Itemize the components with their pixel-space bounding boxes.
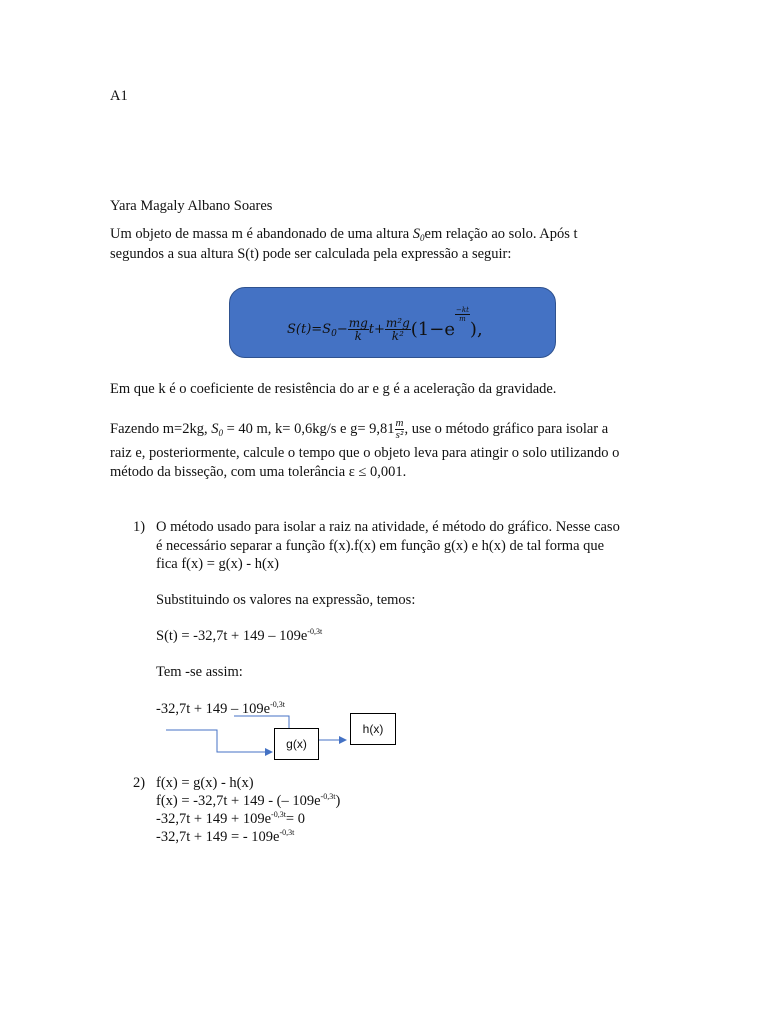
item1-line2: é necessário separar a função f(x).f(x) em função g(x) e h(x) de tal forma que bbox=[156, 538, 605, 554]
units-m-s2: $\frac{m}{\text{s²}}$ bbox=[395, 417, 404, 441]
item2-line4-base: -32,7t + 149 = - 109e bbox=[156, 829, 280, 845]
given-text-a: Fazendo m=2kg, bbox=[110, 420, 212, 437]
formula-paren: (1−e bbox=[410, 319, 455, 340]
formula-minus: − bbox=[336, 322, 348, 337]
item2-line1: f(x) = g(x) - h(x) bbox=[156, 775, 254, 791]
item2-line3-exponent: -0,3t bbox=[271, 810, 286, 819]
equation-s-base: S(t) = -32,7t + 149 – 109e bbox=[156, 628, 308, 644]
exp-denominator: m bbox=[459, 315, 466, 323]
equation-s-exponent: -0,3t bbox=[307, 627, 323, 636]
exp-numerator: −kt bbox=[456, 306, 469, 314]
given-line-3: método da bisseção, com uma tolerância ε ≤ 0,001. bbox=[110, 464, 407, 480]
intro-line-2: segundos a sua altura S(t) pode ser calculada pela expressão a seguir: bbox=[110, 246, 512, 262]
frac1-denominator: k bbox=[354, 329, 362, 343]
item2-line2-exponent: -0,3t bbox=[320, 792, 336, 801]
tem-se-assim: Tem -se assim: bbox=[156, 664, 243, 680]
item2-line3 bbox=[156, 811, 305, 828]
item2-line2-base: f(x) = -32,7t + 149 - (– 109e bbox=[156, 793, 321, 809]
formula-lhs: S(t)=S bbox=[287, 322, 332, 337]
item1-line3: fica f(x) = g(x) - h(x) bbox=[156, 556, 279, 572]
intro-text-a: Um objeto de massa m é abandonado de uma altura bbox=[110, 226, 413, 242]
frac1-numerator: mg bbox=[348, 316, 368, 330]
item1-line1: O método usado para isolar a raiz na atividade, é método do gráfico. Nesse caso bbox=[156, 519, 620, 535]
item2-line3-base: -32,7t + 149 + 109e bbox=[156, 811, 272, 827]
given-text-b: = 40 m, k= 0,6kg/s e g= 9,81 bbox=[222, 420, 395, 437]
item2-number: 2) bbox=[133, 775, 146, 791]
item2-line3-equals: = 0 bbox=[285, 811, 305, 827]
formula-sub0: 0 bbox=[331, 329, 337, 339]
s0-given-symbol: $S_0$ bbox=[211, 420, 223, 438]
item2-line2 bbox=[156, 793, 340, 810]
frac2-numerator: m²g bbox=[385, 316, 410, 330]
substitution-text: Substituindo os valores na expressão, temos: bbox=[156, 592, 416, 608]
item2-line4-exponent: -0,3t bbox=[279, 828, 295, 837]
item2-line2-close: ) bbox=[335, 793, 341, 809]
g-function-box: g(x) bbox=[274, 728, 319, 760]
author-name: Yara Magaly Albano Soares bbox=[110, 198, 273, 214]
formula-close: ), bbox=[469, 319, 483, 340]
document-label: A1 bbox=[110, 88, 128, 104]
definition-text: Em que k é o coeficiente de resistência do ar e g é a aceleração da gravidade. bbox=[110, 381, 557, 397]
h-function-box: h(x) bbox=[350, 713, 396, 745]
intro-text-b: em relação ao solo. Após t bbox=[424, 226, 578, 242]
formula-t-plus: t+ bbox=[368, 322, 385, 337]
equation-split-exponent: -0,3t bbox=[270, 700, 285, 709]
given-text-c: , use o método gráfico para isolar a bbox=[404, 420, 609, 437]
equation-split-base: -32,7t + 149 – 109e bbox=[156, 701, 271, 717]
item2-line4 bbox=[156, 829, 294, 846]
item1-number: 1) bbox=[133, 519, 146, 535]
given-line-2: raiz e, posteriormente, calcule o tempo que o objeto leva para atingir o solo utilizando o bbox=[110, 445, 620, 461]
frac2-denominator: k² bbox=[391, 329, 404, 343]
s0-symbol: $S_0$ bbox=[412, 226, 425, 243]
connector-to-g-side bbox=[166, 730, 272, 752]
